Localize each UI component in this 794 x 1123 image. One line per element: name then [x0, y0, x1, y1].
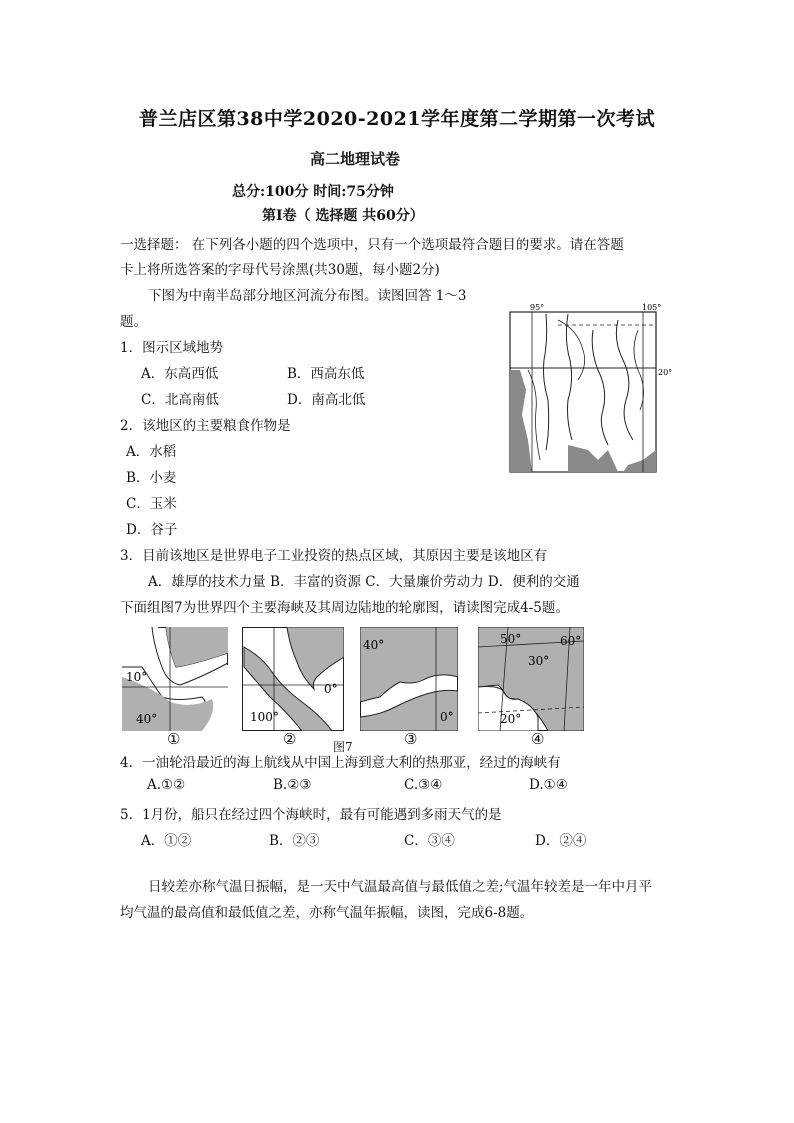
m3-lat-40: 40° — [363, 638, 385, 652]
q5-option-a: A．①② — [141, 833, 192, 849]
m4-20: 20° — [500, 712, 522, 726]
m4-50: 50° — [500, 632, 522, 646]
q1-option-d: D．南高北低 — [287, 392, 366, 408]
fig7-num-4: ④ — [531, 730, 545, 748]
q3-options: A．雄厚的技术力量 B．丰富的资源 C．大量廉价劳动力 D．便利的交通 — [148, 574, 580, 590]
intro3-line-2: 均气温的最高值和最低值之差，亦称气温年振幅，读图，完成6-8题。 — [120, 905, 534, 921]
map1-lon-95: 95° — [530, 303, 545, 312]
strait-map-2 — [242, 627, 344, 731]
q1-option-b: B．西高东低 — [287, 366, 365, 382]
fig7-num-2: ② — [283, 730, 297, 748]
m1-lat-10: 10° — [126, 670, 148, 684]
q5-option-b: B．②③ — [269, 833, 320, 849]
fig7-num-1: ① — [167, 730, 181, 748]
q1-stem: 1．图示区域地势 — [120, 340, 224, 356]
q4-option-d: D.①④ — [529, 777, 568, 793]
m4-60: 60° — [560, 634, 582, 648]
q5-stem: 5．1月份，船只在经过四个海峡时，最有可能遇到多雨天气的是 — [120, 807, 502, 823]
q4-option-c: C.③④ — [404, 777, 443, 793]
exam-subtitle: 高二地理试卷 — [310, 150, 401, 168]
q2-stem: 2．该地区的主要粮食作物是 — [120, 418, 291, 434]
q2-option-c: C．玉米 — [126, 496, 177, 512]
q2-option-b: B．小麦 — [126, 470, 177, 486]
indochina-river-map — [498, 300, 680, 480]
q1-option-c: C．北高南低 — [141, 392, 219, 408]
intro2: 下面组图7为世界四个主要海峡及其周边陆地的轮廓图，请读图完成4-5题。 — [120, 600, 569, 616]
intro1-line-2: 题。 — [120, 314, 147, 330]
q5-option-c: C．③④ — [404, 833, 455, 849]
q2-option-a: A．水稻 — [126, 444, 177, 460]
fig7-caption: 图7 — [333, 740, 353, 754]
q4-stem: 4．一油轮沿最近的海上航线从中国上海到意大利的热那亚，经过的海峡有 — [120, 755, 561, 771]
q3-stem: 3．目前该地区是世界电子工业投资的热点区域，其原因主要是该地区有 — [120, 548, 548, 564]
instructions-line-2: 卡上将所选答案的字母代号涂黑(共30题，每小题2分) — [120, 262, 440, 278]
intro1-line-1: 下图为中南半岛部分地区河流分布图。读图回答 1～3 — [148, 288, 467, 304]
q1-option-a: A．东高西低 — [141, 366, 219, 382]
q4-option-b: B.②③ — [273, 777, 312, 793]
m2-lat-100: 100° — [250, 710, 279, 724]
intro3-line-1: 日较差亦称气温日振幅，是一天中气温最高值与最低值之差;气温年较差是一年中月平 — [148, 879, 653, 895]
map1-lon-105: 105° — [642, 303, 662, 312]
strait-map-1 — [122, 627, 228, 731]
strait-map-3 — [360, 627, 458, 731]
q4-option-a: A.①② — [147, 777, 186, 793]
m3-lon-0: 0° — [440, 710, 454, 724]
exam-info: 总分:100分 时间:75分钟 — [232, 184, 394, 200]
map1-lat-20: 20° — [658, 368, 673, 377]
instructions-line-1: 一选择题： 在下列各小题的四个选项中，只有一个选项最符合题目的要求。请在答题 — [120, 237, 624, 253]
m1-lat-40: 40° — [136, 712, 158, 726]
q5-option-d: D．②④ — [535, 833, 587, 849]
m4-30: 30° — [528, 654, 550, 668]
section-heading: 第Ⅰ卷（ 选择题 共60分） — [262, 208, 424, 224]
exam-title: 普兰店区第38中学2020-2021学年度第二学期第一次考试 — [138, 108, 656, 130]
m2-lon-0: 0° — [324, 682, 338, 696]
strait-map-4 — [478, 627, 584, 731]
fig7-num-3: ③ — [404, 730, 418, 748]
q2-option-d: D．谷子 — [126, 522, 178, 538]
